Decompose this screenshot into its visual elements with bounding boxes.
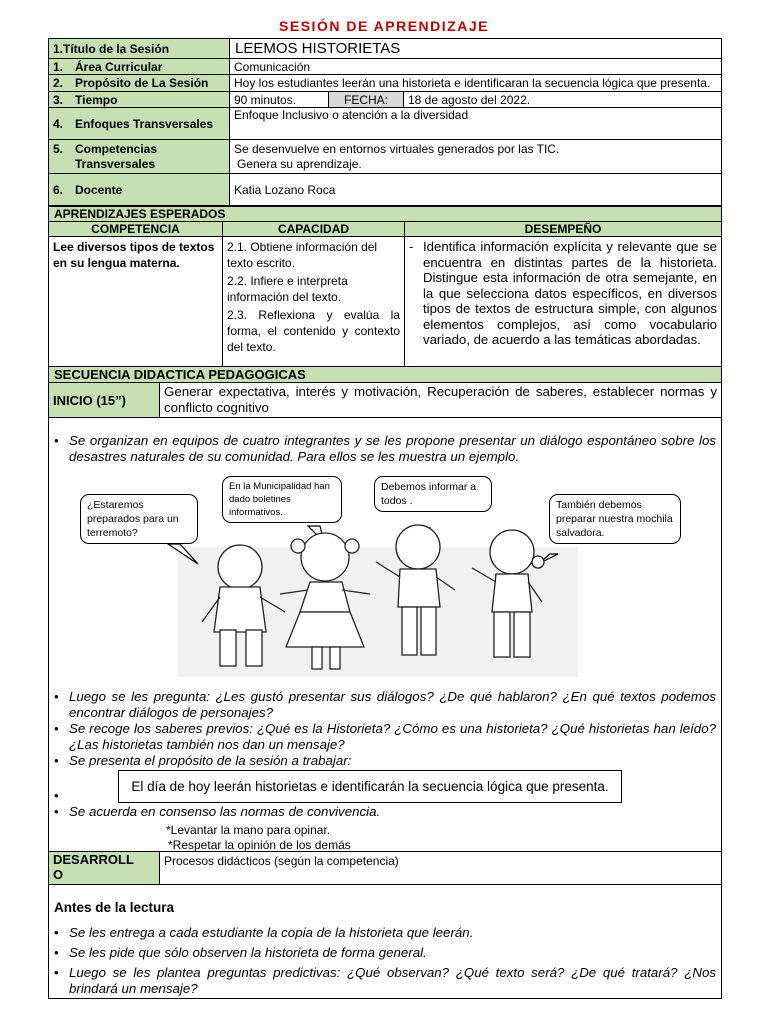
titulo-label: 1.Título de la Sesión (49, 39, 230, 59)
capacidad-3: 2.3. Reflexiona y evalúa la forma, el contenido y contexto del texto. (227, 308, 400, 354)
norma-2: *Respetar la opinión de los demás (168, 838, 351, 852)
antes-bullet-3: • Luego se les plantea preguntas predictivas: ¿Qué observan? ¿Qué texto será? ¿De qué tratará? ¿Nos brindará un mensaje? (48, 965, 716, 997)
normas-list (48, 788, 716, 820)
page-title: SESIÓN DE APRENDIZAJE (279, 18, 489, 34)
docente-value: Katia Lozano Roca (230, 174, 722, 206)
docente-num: 6. (53, 182, 64, 197)
col-capacidad: CAPACIDAD (223, 222, 405, 237)
competencias-label-2: Transversales (75, 156, 156, 171)
procesos-text: Procesos didácticos (según la competencia) (160, 852, 722, 885)
fecha-label: FECHA: (329, 92, 404, 108)
speech-bubble-2: En la Municipalidad han dado boletines informativos. (222, 476, 342, 523)
competencias-num: 5. (53, 141, 64, 156)
proposito-num: 2. (53, 76, 64, 90)
titulo-value: LEEMOS HISTORIETAS (230, 39, 722, 59)
desempeno-text: Identifica información explícita y relevante que se encuentra en distintas partes de la historieta. Distingue esta información de otra semejante, en la que selecciona datos específicos, en diversos tipos de textos de estructura simple, con algunos elementos complejos, así como vocabulario variado, de acuerdo a las temáticas abordadas. (423, 239, 718, 347)
pregunta-1: • Luego se les pregunta: ¿Les gustó presentar sus diálogos? ¿De qué hablaron? ¿En qué textos podemos encontrar diálogos de personajes? (48, 689, 716, 721)
empty-bullet (48, 788, 716, 804)
desarrollo-label-2: O (53, 867, 64, 882)
inicio-bullets (48, 433, 716, 465)
aprendizajes-header: APRENDIZAJES ESPERADOS (49, 207, 722, 222)
norma-1: *Levantar la mano para opinar. (166, 823, 331, 837)
inicio-bullet: • Se organizan en equipos de cuatro integrantes y se les propone presentar un diálogo espontáneo sobre los desastres naturales de su comunidad. Para ellos se les muestra un ejemplo. (48, 433, 716, 465)
inicio-text: Generar expectativa, interés y motivación, Recuperación de saberes, establecer normas y conflicto cognitivo (160, 383, 722, 418)
col-competencia: COMPETENCIA (49, 222, 223, 237)
inicio-table (48, 382, 722, 418)
speech-bubble-4: También debemos preparar nuestra mochila salvadora. (549, 494, 681, 544)
aprendizajes-table (48, 206, 722, 383)
antes-title: Antes de la lectura (54, 900, 175, 915)
speech-bubble-3: Debemos informar a todos . (374, 476, 492, 512)
area-num: 1. (53, 59, 64, 74)
enfoques-num: 4. (53, 116, 64, 131)
enfoques-label: Enfoques Transversales (75, 116, 214, 131)
desempeno-dash: - (409, 239, 414, 254)
antes-bullets (48, 925, 716, 997)
fecha-value: 18 de agosto del 2022. (404, 92, 722, 108)
competencias-value-2: Genera su aprendizaje. (237, 156, 362, 171)
tiempo-label: Tiempo (75, 92, 118, 107)
competencias-value-1: Se desenvuelve en entornos virtuales generados por las TIC. (234, 141, 560, 156)
dialogue-illustration (80, 472, 710, 682)
proposito-label: Propósito de La Sesión (75, 76, 209, 90)
competencias-label-1: Competencias (75, 141, 158, 156)
proposito-value: Hoy los estudiantes leerán una historieta e identificaran la secuencia lógica que presenta. (230, 75, 722, 92)
session-info-table (48, 38, 722, 206)
docente-label: Docente (75, 182, 123, 197)
desarrollo-label-1: DESARROLL (53, 852, 134, 867)
secuencia-header: SECUENCIA DIDACTICA PEDAGOGICAS (49, 367, 722, 383)
normas-bullet: • Se acuerda en consenso las normas de convivencia. (48, 804, 716, 820)
tiempo-num: 3. (53, 92, 64, 107)
pregunta-3: • Se presenta el propósito de la sesión a trabajar: (48, 753, 716, 769)
area-label: Área Curricular (75, 59, 163, 74)
capacidad-1: 2.1. Obtiene información del texto escrito. (227, 240, 378, 270)
desarrollo-table (48, 851, 722, 885)
antes-bullet-2: • Se les pide que sólo observen la historieta de forma general. (48, 945, 716, 961)
competencia-text: Lee diversos tipos de textos en su lengua materna. (49, 237, 223, 367)
area-value: Comunicación (230, 59, 722, 75)
antes-bullet-1: • Se les entrega a cada estudiante la copia de la historieta que leerán. (48, 925, 716, 941)
tiempo-value: 90 minutos. (230, 92, 329, 108)
capacidad-2: 2.2. Infiere e interpreta información del texto. (227, 274, 348, 304)
proposito-box-text: El día de hoy leerán historietas e identificarán la secuencia lógica que presenta. (131, 779, 609, 794)
preguntas-list (48, 689, 716, 769)
speech-bubble-1: ¿Estaremos preparados para un terremoto? (80, 494, 198, 544)
enfoques-value: Enfoque Inclusivo o atención a la diversidad (230, 108, 722, 140)
pregunta-2: • Se recoge los saberes previos: ¿Qué es la Historieta? ¿Cómo es una historieta? ¿Qué historietas han leído? ¿Las historietas también nos dan un mensaje? (48, 721, 716, 753)
inicio-label: INICIO (15”) (49, 383, 160, 418)
col-desempeno: DESEMPEÑO (405, 222, 722, 237)
